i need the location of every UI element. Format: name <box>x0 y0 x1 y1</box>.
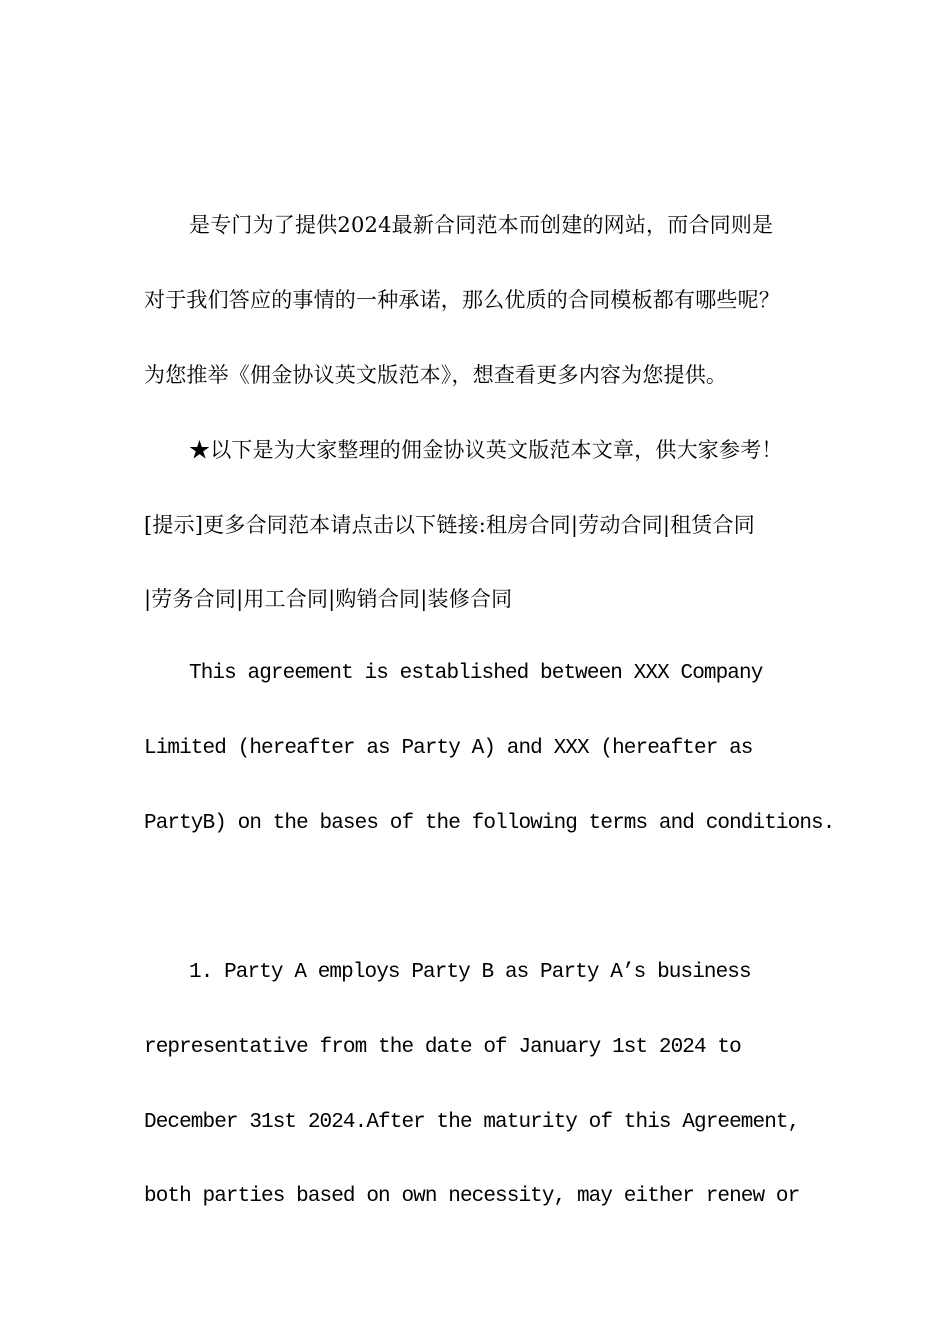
intro-line-1: 是专门为了提供2024最新合同范本而创建的网站，而合同则是 <box>189 213 774 237</box>
intro-line-2: 对于我们答应的事情的一种承诺，那么优质的合同模板都有哪些呢？ <box>144 288 780 312</box>
clause-1-line-3: December 31st 2024.After the maturity of this Agreement, <box>144 1111 800 1134</box>
notice-links-line-1: [提示]更多合同范本请点击以下链接:租房合同|劳动合同|租赁合同 <box>144 513 756 537</box>
clause-1-line-1: 1. Party A employs Party B as Party A’s business <box>189 961 751 984</box>
intro-line-3: 为您推举《佣金协议英文版范本》，想查看更多内容为您提供。 <box>144 363 728 387</box>
preamble-line-2: Limited (hereafter as Party A) and XXX (hereafter as <box>144 737 753 760</box>
notice-links-line-2: |劳务合同|用工合同|购销合同|装修合同 <box>144 587 513 611</box>
preamble-line-1: This agreement is established between XXX Company <box>189 662 763 685</box>
preamble-line-3: PartyB) on the bases of the following terms and conditions. <box>144 812 835 835</box>
notice-line-1: ★以下是为大家整理的佣金协议英文版范本文章，供大家参考！ <box>189 438 783 462</box>
clause-1-line-2: representative from the date of January 1st 2024 to <box>144 1036 741 1059</box>
clause-1-line-4: both parties based on own necessity, may either renew or <box>144 1185 800 1208</box>
